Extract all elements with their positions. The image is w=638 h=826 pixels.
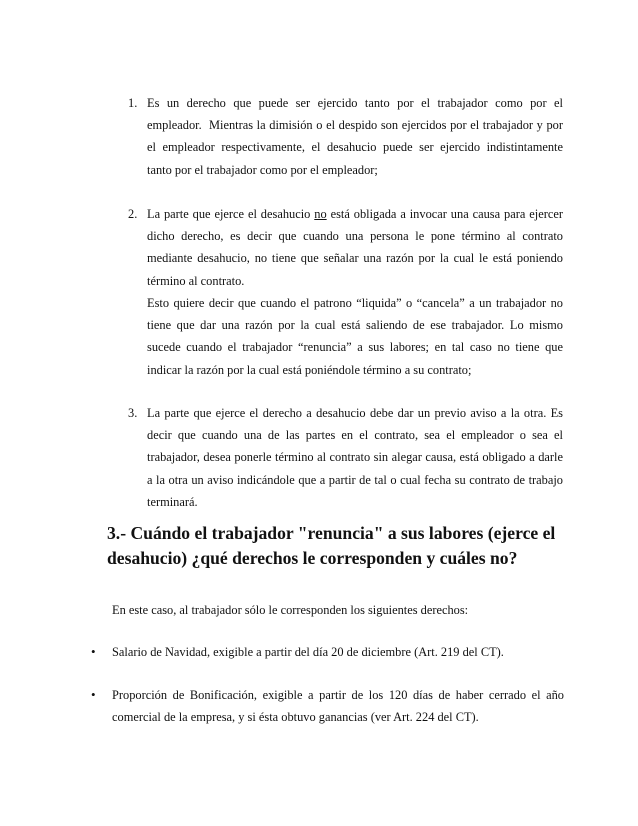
- underlined-word: no: [314, 207, 327, 221]
- bullet-icon: •: [91, 644, 96, 659]
- section-heading: 3.- Cuándo el trabajador "renuncia" a sus labores (ejerce el desahucio) ¿qué derechos le corresponden y cuáles no?: [107, 523, 556, 568]
- list-item-2-paragraph2: Esto quiere decir que cuando el patrono “liquida” o “cancela” a un trabajador no tiene que dar una razón por la cual está saliendo de ese trabajador. Lo mismo sucede cuando el trabajador “renuncia” a sus labores; en tal caso no tiene que indicar la razón por la cual está poniéndole término a su contrato;: [147, 296, 563, 377]
- list-item-2-pre: La parte que ejerce el desahucio: [147, 207, 315, 221]
- list-number-2: 2.: [128, 207, 138, 221]
- list-item-1-rest: Mientras la dimisión o el despido son ejercidos por el trabajador y por el empleador respectivamente, el desahucio puede ser ejercido indistintamente tanto por el trabajador como por el empleador;: [147, 118, 563, 177]
- list-item-2-text: [147, 203, 563, 292]
- list-item-2-post: está obligada a invocar una causa para ejercer dicho derecho, es decir que cuando una persona le pone término al contrato mediante desahucio, no tiene que señalar una razón por la cual le está poniendo término al contrato.: [147, 207, 563, 288]
- bullet-item-2: Proporción de Bonificación, exigible a partir de los 120 días de haber cerrado el año comercial de la empresa, y si ésta obtuvo ganancias (ver Art. 224 del CT).: [112, 688, 564, 725]
- list-item-3-text: La parte que ejerce el derecho a desahucio debe dar un previo aviso a la otra. Es decir que cuando una de las partes en el contrato, sea el empleador o sea el trabajador, desea ponerle término al contrato sin alegar causa, está obligado a darle a la otra un aviso indicándole que a partir de tal o cual fecha su contrato de trabajo terminará.: [147, 406, 563, 509]
- list-item-1-text: [147, 92, 563, 181]
- list-item-1-line1: Es un derecho que puede ser ejercido tanto por el trabajador como por el empleador.: [147, 96, 563, 133]
- list-number-3: 3.: [128, 406, 138, 420]
- bullet-item-1: Salario de Navidad, exigible a partir del día 20 de diciembre (Art. 219 del CT).: [112, 645, 504, 659]
- bullet-icon: •: [91, 687, 96, 702]
- section-intro: En este caso, al trabajador sólo le corresponden los siguientes derechos:: [112, 603, 469, 617]
- list-number-1: 1.: [128, 96, 138, 110]
